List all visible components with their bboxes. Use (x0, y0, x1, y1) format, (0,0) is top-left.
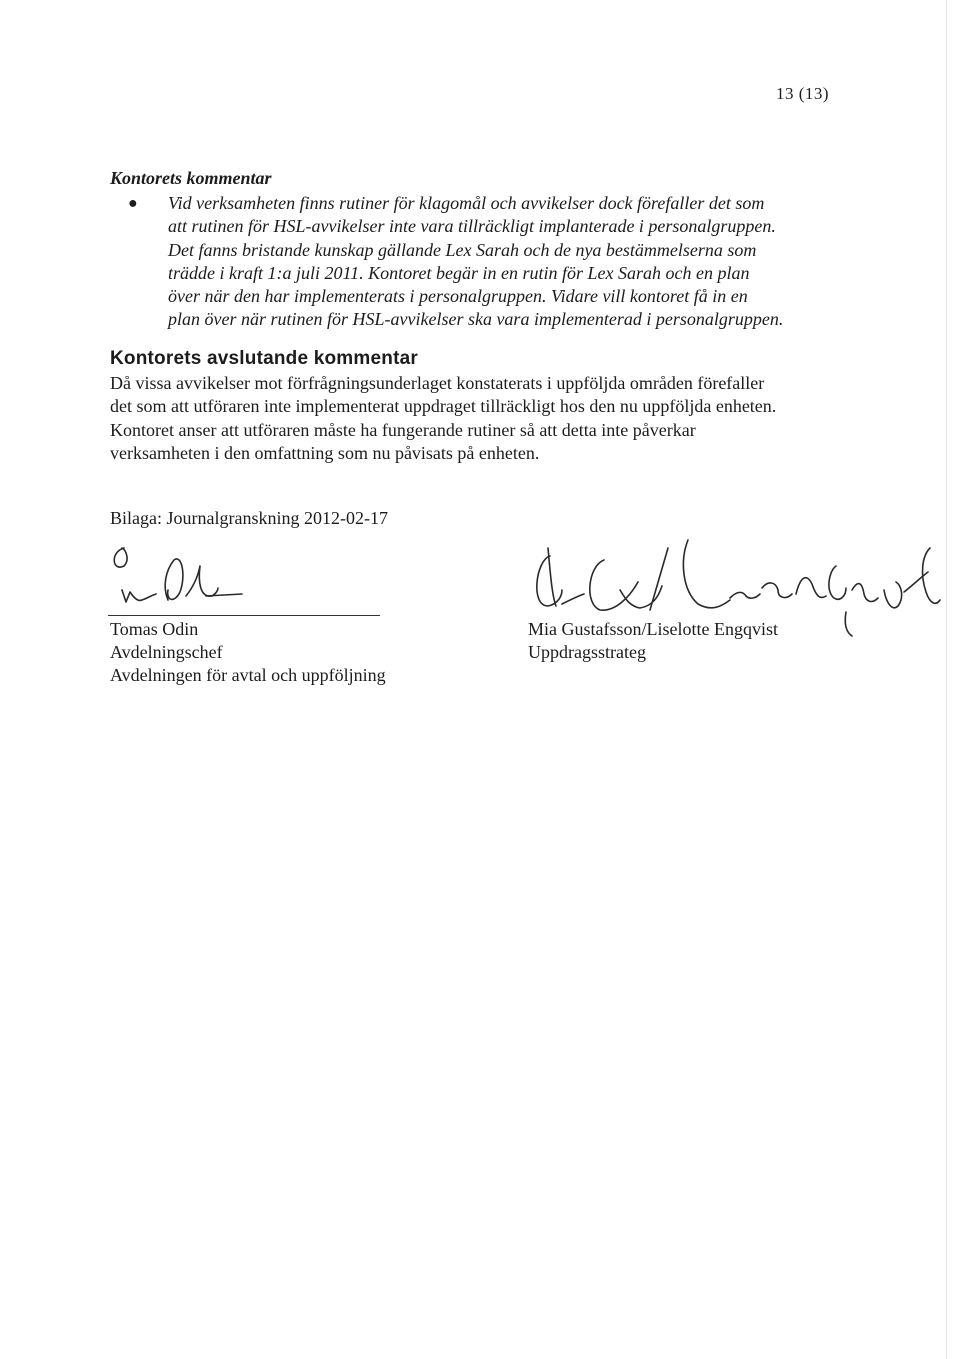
bullet-icon: ● (128, 195, 138, 212)
attachment-note: Bilaga: Journalgranskning 2012-02-17 (110, 508, 388, 528)
signatory-department: Avdelningen för avtal och uppföljning (110, 665, 386, 685)
comment-line: Det fanns bristande kunskap gällande Lex Sarah och de nya bestämmelserna som (168, 239, 757, 260)
signatory-name: Tomas Odin (110, 619, 199, 639)
signature-mia-gustafsson (537, 548, 668, 610)
signatory-title: Avdelningschef (110, 642, 223, 662)
comment-line: över när den har implementerats i personalgruppen. Vidare vill kontoret få in en (168, 286, 748, 307)
signature-tomas-odin (114, 548, 242, 602)
final-comment-line: Kontoret anser att utföraren måste ha fungerande rutiner så att detta inte påverkar (110, 419, 696, 440)
office-comment-heading: Kontorets kommentar (110, 168, 272, 188)
signatory-left (110, 618, 386, 687)
page-number: 13 (13) (776, 84, 830, 103)
comment-line: plan över när rutinen för HSL-avvikelser ska vara implementerad i personalgruppen. (168, 309, 784, 330)
comment-line: att rutinen för HSL-avvikelser inte vara tillräckligt implanterade i personalgruppen. (168, 216, 776, 237)
signature-line (108, 615, 380, 616)
signatory-right (528, 618, 778, 664)
final-comment-heading: Kontorets avslutande kommentar (110, 348, 418, 369)
comment-line: Vid verksamheten finns rutiner för klagomål och avvikelser dock förefaller det som (168, 193, 765, 213)
final-comment-line: verksamheten i den omfattning som nu påvisats på enheten. (110, 442, 540, 463)
final-comment-line: Då vissa avvikelser mot förfrågningsunderlaget konstaterats i uppföljda områden förefaller (110, 373, 765, 393)
final-comment-line: det som att utföraren inte implementerat uppdraget tillräckligt hos den nu uppföljda enheten. (110, 396, 777, 417)
signatory-name: Mia Gustafsson/Liselotte Engqvist (528, 619, 778, 639)
signatory-title: Uppdragsstrateg (528, 642, 646, 662)
comment-line: trädde i kraft 1:a juli 2011. Kontoret begär in en rutin för Lex Sarah och en plan (168, 262, 750, 283)
